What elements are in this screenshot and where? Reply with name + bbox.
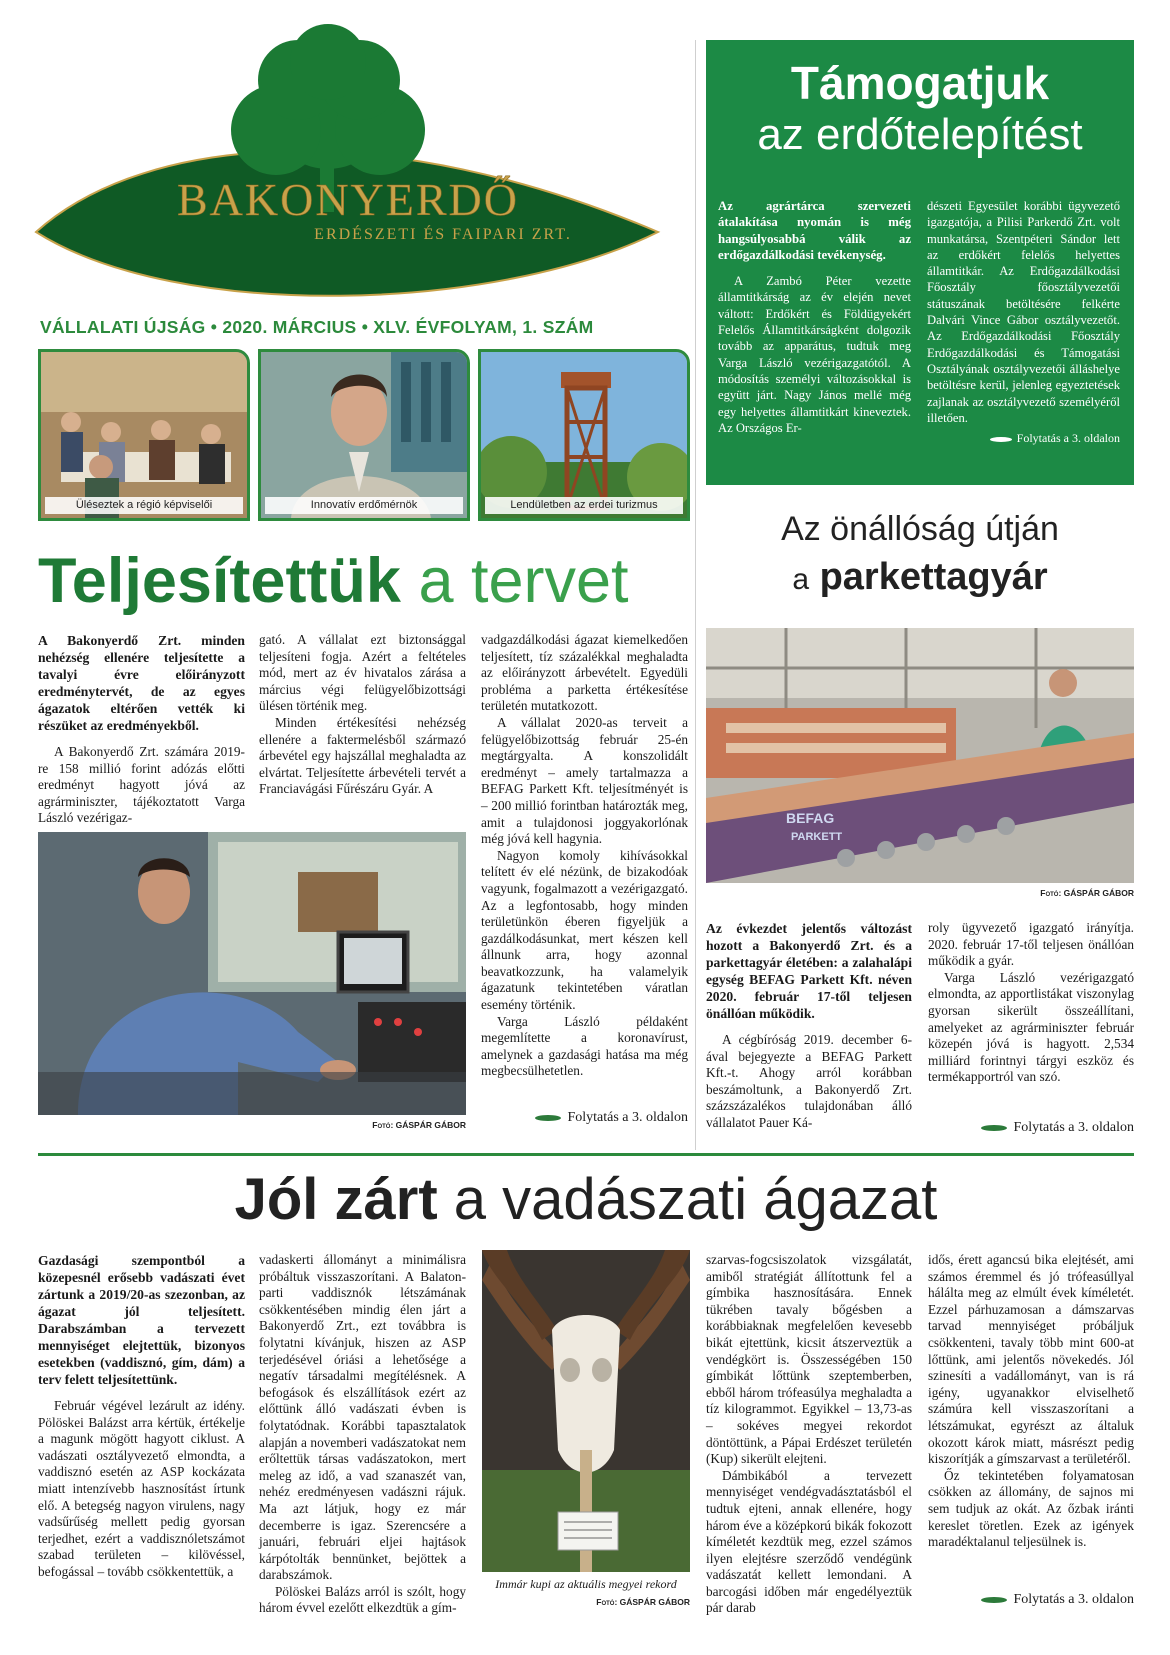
- article1-column-3: [481, 632, 688, 1080]
- box-column-2: [927, 198, 1120, 446]
- issue-line: VÁLLALATI ÚJSÁG • 2020. MÁRCIUS • XLV. ÉVFOLYAM, 1. SZÁM: [40, 317, 594, 337]
- meeting-photo-icon: [41, 352, 247, 518]
- article3-lead: Gazdasági szempontból a közepesnél erősebb vadászati évet zártunk a 2019/20-as szezonban, az ágazat jól teljesített. Darabszámban a tervezett mennyiséget elejtettük, bizonyos esetekben (vaddisznó, gím, dám) a terv felett teljesítettünk.: [38, 1253, 245, 1387]
- box-lead: Az agrártárca szervezeti átalakítása nyomán is még hangsúlyosabbá válik az erdőgazdálkodási tevékenység.: [718, 199, 911, 262]
- article2-paragraph: Varga László vezérigazgató elmondta, az apportlistákat viszonylag gyorsan sikerült összeállítani, amelyeket az agrárminiszter február közepén jóvá is hagyott. 2,534 milliárd forintnyi tárgyi eszköz és termékapportról van szó.: [928, 969, 1134, 1085]
- masthead-logo: [28, 22, 668, 312]
- deer-skull-trophy-photo-icon: [482, 1250, 690, 1572]
- article1-column-1: [38, 632, 245, 827]
- thumbnail-engineer[interactable]: [258, 349, 470, 521]
- article2-paragraph: A cégbíróság 2019. december 6-ával bejegyezte a BEFAG Parkett Kft.-t. Ahogy arról korábban beszámoltunk, a Bakonyerdő Zrt. százszázalékos tulajdonában álló vállalatot Pauer Ká-: [706, 1032, 912, 1130]
- article3-paragraph: Pölöskei Balázs arról is szólt, hogy három évvel ezelőtt elkezdtük a gím-: [259, 1583, 466, 1616]
- svg-text:PARKETT: PARKETT: [791, 831, 843, 843]
- article3-paragraph: idős, érett agancsú bika elejtését, ami számos éremmel és jó trófeasúllyal hálálta meg az elmúlt évek kíméletét. Ezzel párhuzamosan a dámszarvas tarvad mennyiséget próbáljuk csökkenteni, tavaly több mint 600-at lőttünk, ami jelentős növekedés. Jól szinesíti a vadállományt, van is rá igény, ugyanakkor elviselhető számúra kell visszaszorítani a létszámukat, egyrészt az általuk okozott károk miatt, másrészt pedig kiszorítják a gímszarvast a területéről.: [928, 1252, 1134, 1467]
- article3-title: [38, 1168, 1134, 1232]
- article3-column-1: [38, 1252, 245, 1581]
- svg-text:BEFAG: BEFAG: [786, 810, 835, 826]
- thumbnail-caption: Üléseztek a régió képviselői: [45, 497, 243, 514]
- article3-column-2: [259, 1252, 466, 1617]
- box-continued-link[interactable]: Folytatás a 3. oldalon: [927, 430, 1120, 446]
- article3-title-light: a vadászati ágazat: [453, 1167, 938, 1232]
- article1-paragraph: Varga László példaként megemlítette a koronavírust, amelynek a gazdasági hatása ma még megbecsülhetetlen.: [481, 1013, 688, 1079]
- article2-title-line1: Az önállóság útján: [781, 510, 1059, 548]
- article3-paragraph: szarvas-fogcsiszolatok vizsgálatát, amiből stratégiát állítottunk fel a gímbika hasznosítására. Ennek tükrében tavaly bőgésben a korábbiaknak megfelelően kevesebb bikát ejtettünk, kicsit átszerveztük a vendégkört is. Összességében 150 gímbikát lőttünk szeptemberben, ebből három trófeasúlya meghaladta a tíz kilogrammot. Egyikkel – 13,73-as – sokéves megyei rekordot döntöttünk, a Pápai Erdészet területén (Kup) sikerült elejteni.: [706, 1252, 912, 1467]
- brand-name: BAKONYERDŐ: [177, 174, 519, 225]
- thumbnail-tower[interactable]: [478, 349, 690, 521]
- box-paragraph: dészeti Egyesület korábbi ügyvezető igazgatója, a Pilisi Parkerdő Zrt. volt munkatársa, Szentpéteri Sándor lett az erdőkért felelős helyettes államtitkár. Az Erdőgazdálkodási Főosztály főosztályvezetői státuszának betöltésére felkérte Dalvári Vince Gábor osztályvezetőt. Az Erdőgazdálkodási Főosztály Erdőgazdálkodási és Támogatási Osztályának osztályvezetői álláshelye betöltésre kerül, jelenleg egyeztetések zajlanak az osztályvezető személyéről illetően.: [927, 199, 1120, 425]
- article2-photo: [706, 628, 1134, 883]
- article3-photo-credit: Fotó: GÁSPÁR GÁBOR: [596, 1597, 690, 1607]
- article1-continued-link[interactable]: Folytatás a 3. oldalon: [500, 1110, 688, 1126]
- article2-title-line2: [706, 556, 1134, 599]
- box-title-line1: Támogatjuk: [790, 57, 1050, 109]
- article3-continued-link[interactable]: Folytatás a 3. oldalon: [930, 1592, 1134, 1608]
- article1-paragraph: A vállalat 2020-as terveit a felügyelőbizottság február 25-én megtárgyalta. A konszolidált eredményt – amely tartalmazza a BEFAG Parkett Kft. teljesítményét is – 200 millió forintban határozták meg, amit a tulajdonosi joggyakorlónak még jóvá kell hagynia.: [481, 714, 688, 847]
- article1-photo-credit: Fotó: GÁSPÁR GÁBOR: [372, 1120, 466, 1130]
- article2-lead: Az évkezdet jelentős változást hozott a Bakonyerdő Zrt. és a parkettagyár életében: a zalahalápi egység BEFAG Parkett Kft. néven 2020. február 17-től teljesen önállóan működik.: [706, 921, 912, 1021]
- article3-photo-caption: Immár kupi az aktuális megyei rekord: [495, 1577, 677, 1591]
- section-divider: [38, 1153, 1134, 1156]
- thumbnail-caption: Lendületben az erdei turizmus: [485, 497, 683, 514]
- article1-photo: [38, 832, 466, 1115]
- green-box-article: [706, 40, 1134, 485]
- article2-title-bold: parkettagyár: [819, 556, 1048, 598]
- article2-continued-link[interactable]: Folytatás a 3. oldalon: [930, 1120, 1134, 1136]
- tower-photo-icon: [481, 352, 687, 518]
- article1-lead: A Bakonyerdő Zrt. minden nehézség ellenére teljesítette a tavalyi évre előirányzott eredménytervét, de az egyes ágazatok eltérően vették ki részüket az eredményekből.: [38, 633, 245, 733]
- article3-photo: [482, 1250, 690, 1572]
- article2-column-2: [928, 920, 1134, 1086]
- arrow-icon: [981, 1597, 1007, 1603]
- box-column-1: [718, 198, 911, 436]
- article2-title-a: a: [792, 563, 809, 596]
- article3-column-4: [928, 1252, 1134, 1551]
- article3-column-3: [706, 1252, 912, 1617]
- article2-paragraph: roly ügyvezető igazgató irányítja. 2020. február 17-től teljesen önállóan működik a gyár.: [928, 920, 1134, 969]
- article1-title-bold: Teljesítettük: [38, 546, 401, 616]
- article1-paragraph: Minden értékesítési nehézség ellenére a faktermelésből származó árbevétel egy hajszállal meghaladta az elvártat. Teljesítette árbevételi tervét a Franciavágási Fűrészáru Gyár. A: [259, 714, 466, 797]
- thumbnail-caption: Innovatív erdőmérnök: [265, 497, 463, 514]
- article1-paragraph: gató. A vállalat ezt biztonsággal teljesíteni fogja. Azért a feltételes mód, mert az év hivatalos zárása a március végi felügyelőbizottsági ülésen történik meg.: [259, 632, 466, 714]
- box-paragraph: A Zambó Péter vezette államtitkárság az év elején nevet váltott: Erdőkért és Földügyekért Felelős Államtitkárságként dolgozik tovább az apparátus, tudtuk meg Varga László vezérigazgatótól. A módosítás személyi változásokkal is együtt járt. Nagy János mellé még egy helyettes államtitkárt kineveztek. Az Országos Er-: [718, 274, 911, 435]
- article3-paragraph: Dámbikából a tervezett mennyiséget vendégvadásztatásból el tudtuk ejteni, annak ellenére, hogy három éve a középkorú bikák fokozott kíméletét kezdtük meg, ezzel számos ilyen elejtésre szerződő vendégünk vadászatát kellett lemondani. A barcogási időben már engedélyeztük pár darab: [706, 1467, 912, 1616]
- article1-paragraph: vadgazdálkodási ágazat kiemelkedően teljesített, tíz százalékkal meghaladta az előirányzott árbevételt. Egyedüli probléma a parketta értékesítése területén mutatkozott.: [481, 632, 688, 714]
- thumbnail-meeting[interactable]: [38, 349, 250, 521]
- control-room-photo-icon: [38, 832, 466, 1115]
- arrow-icon: [535, 1115, 561, 1121]
- article3-paragraph: vadaskerti állományt a minimálisra próbáltuk visszaszorítani. A Balaton-parti vaddisznók létszámának csökkentésében mindig élen járt a Bakonyerdő Zrt., ezt továbbra is folytatni kívánjuk, hiszen az ASP terjedésével óriási a lehetősége a negatív társadalmi megítélésnek. A befogások és elszállítások ezért az előttünk álló vadászati évben is folytatódnak. Korábbi tapasztalatok alapján a novemberi vadászatokat nem erőltettük társas vadászatokon, mert meleg az idő, a vad szanaszét van, nehéz eredményesen vadászni rájuk. Ma azt látjuk, hogy ez már decemberre is igaz. Szerencsére a januári, februári eljei hajtások kárpótolták bennünket, bejöttek a darabszámok.: [259, 1252, 466, 1583]
- article1-column-2: [259, 632, 466, 798]
- article1-title: [38, 548, 698, 614]
- article1-paragraph: Nagyon komoly kihívásokkal telített év elé nézünk, de bizakodóak vagyunk, fogalmazott a vezérigazgató. Az a legfontosabb, hogy minden területünkön éberen figyeljük a gazdálkodásunkat, mert készen kell állnunk arra, hogy azonnal beavatkozzunk, ha valamelyik ágazatunk tekintetében váratlan esemény történik.: [481, 847, 688, 1013]
- article3-title-bold: Jól zárt: [234, 1167, 438, 1232]
- article3-paragraph: Őz tekintetében folyamatosan csökken az állomány, de sajnos mi sem tudjuk az okát. Az őzbak iránti kereslet töretlen. Ezek az igények maradéktalanul teljesülnek is.: [928, 1467, 1134, 1550]
- logo-graphic: [28, 22, 668, 312]
- arrow-icon: [981, 1125, 1007, 1131]
- article1-title-light: a tervet: [418, 546, 629, 616]
- box-title-line2: az erdőtelepítést: [757, 110, 1083, 159]
- brand-subtitle: ERDÉSZETI ÉS FAIPARI ZRT.: [314, 226, 572, 243]
- article2-column-1: [706, 920, 912, 1132]
- article2-photo-credit: Fotó: GÁSPÁR GÁBOR: [1040, 888, 1134, 898]
- article3-paragraph: Február végével lezárult az idény. Pölöskei Balázst arra kértük, értékelje a magunk mögött hagyott ciklust. A vadászati osztályvezető elmondta, a vaddisznó esetén az ASP kockázata miatt intenzívebb hasznosítást írtunk elő. A betegség nagyon virulens, nagy vadsűrűség mellett pedig gyorsan terjedhet, ezért a vaddisznóletszámot szabad területen – kilövéssel, befogással – tovább csökkentettük, a: [38, 1398, 245, 1579]
- engineer-photo-icon: [261, 352, 467, 518]
- parquet-factory-photo-icon: [706, 628, 1134, 883]
- article1-paragraph: A Bakonyerdő Zrt. számára 2019-re 158 millió forint adózás előtti eredményt hagyott jóvá az agrárminiszter, tájékoztatott Varga László vezérigaz-: [38, 744, 245, 826]
